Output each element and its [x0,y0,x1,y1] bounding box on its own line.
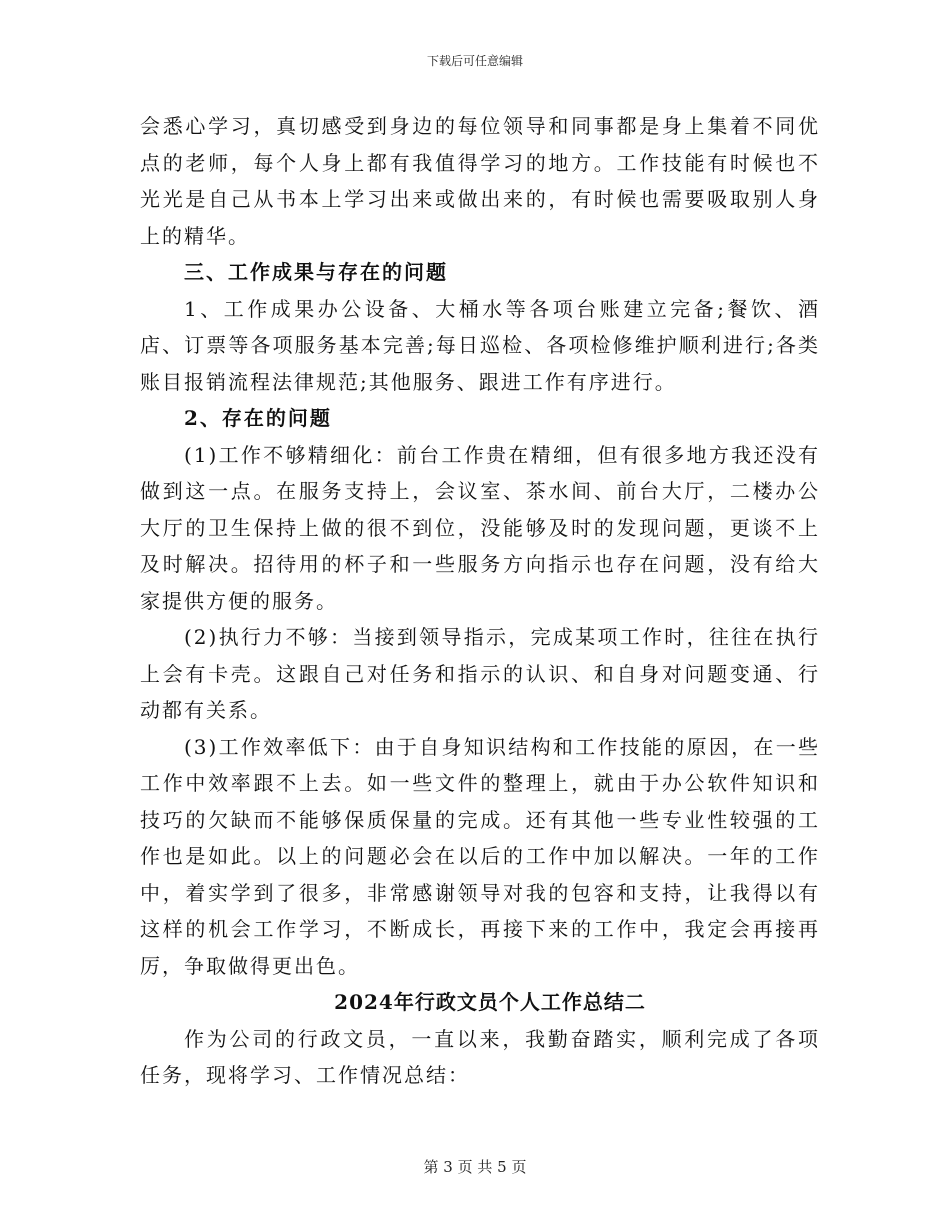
page-header: 下载后可任意编辑 [426,54,523,68]
page-footer: 第 3 页 共 5 页 [423,1158,527,1176]
section-title-summary-two: 2024年行政文员个人工作总结二 [334,990,646,1014]
subheading-existing-problems: 2、存在的问题 [184,406,332,430]
document-body [140,108,820,1094]
paragraph-work-results: 1、工作成果办公设备、大桶水等各项台账建立完备;餐饮、酒店、订票等各项服务基本完善;每日巡检、各项检修维护顺利进行;各类账目报销流程法律规范;其他服务、跟进工作有序进行。 [140,296,820,394]
paragraph-problem-2: (2)执行力不够：当接到领导指示，完成某项工作时，往往在执行上会有卡壳。这跟自己对任务和指示的认识、和自身对问题变通、行动都有关系。 [140,625,820,722]
paragraph-continuation: 会悉心学习，真切感受到身边的每位领导和同事都是身上集着不同优点的老师，每个人身上都有我值得学习的地方。工作技能有时候也不光光是自己从书本上学习出来或做出来的，有时候也需要吸取别人身上的精华。 [140,114,820,248]
section-heading-results-problems: 三、工作成果与存在的问题 [184,260,448,284]
paragraph-intro: 作为公司的行政文员，一直以来，我勤奋踏实，顺利完成了各项任务，现将学习、工作情况总结： [140,1026,820,1087]
paragraph-problem-3: (3)工作效率低下：由于自身知识结构和工作技能的原因，在一些工作中效率跟不上去。如一些文件的整理上，就由于办公软件知识和技巧的欠缺而不能够保质保量的完成。还有其他一些专业性较强的工作也是如此。以上的问题必会在以后的工作中加以解决。一年的工作中，着实学到了很多，非常感谢领导对我的包容和支持，让我得以有这样的机会工作学习，不断成长，再接下来的工作中，我定会再接再厉，争取做得更出色。 [140,734,820,978]
paragraph-problem-1: (1)工作不够精细化：前台工作贵在精细，但有很多地方我还没有做到这一点。在服务支持上，会议室、茶水间、前台大厅，二楼办公大厅的卫生保持上做的很不到位，没能够及时的发现问题，更谈不上及时解决。招待用的杯子和一些服务方向指示也存在问题，没有给大家提供方便的服务。 [140,442,820,613]
